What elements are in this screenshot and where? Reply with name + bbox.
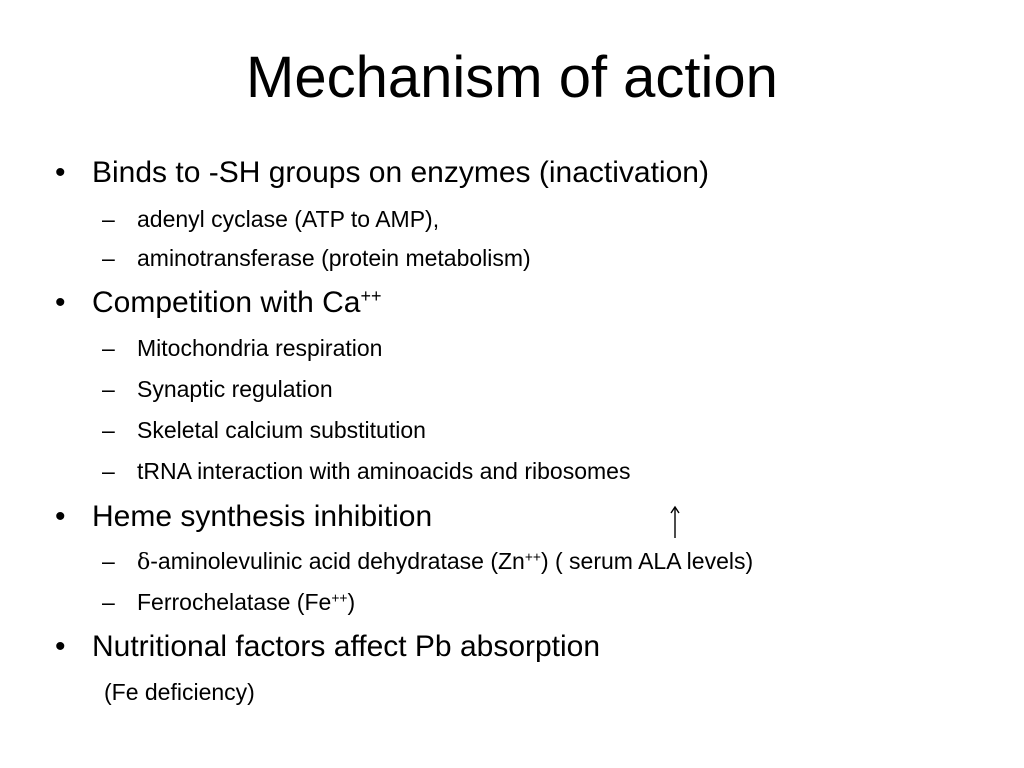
dash-symbol: –	[102, 376, 115, 402]
bullet-text: Heme synthesis inhibition	[92, 500, 433, 533]
bullet-text-wrap	[92, 285, 381, 321]
dash-symbol: –	[102, 548, 115, 574]
sub-bullet-text-tail: ) ( serum ALA levels)	[540, 548, 754, 574]
sub-bullet-text: Mitochondria respiration	[137, 335, 383, 361]
sub-bullet-text: -aminolevulinic acid dehydratase (Zn	[150, 548, 525, 574]
sub-bullet-text: aminotransferase (protein metabolism)	[137, 245, 531, 271]
superscript: ++	[360, 286, 382, 307]
bullet-text: Nutritional factors affect Pb absorption	[92, 630, 601, 663]
sub-bullet-text-wrap	[137, 588, 355, 616]
sub-bullet-text: tRNA interaction with aminoacids and ribosomes	[137, 458, 631, 484]
dash-symbol: –	[102, 206, 115, 232]
sub-bullet-text: Synaptic regulation	[137, 376, 333, 402]
dash-symbol: –	[102, 335, 115, 361]
dash-symbol: –	[102, 417, 115, 443]
bullet-text: Binds to -SH groups on enzymes (inactivation)	[92, 156, 709, 189]
delta-symbol: δ	[137, 550, 151, 575]
bullet-symbol: •	[55, 286, 66, 319]
superscript: ++	[524, 549, 541, 565]
sub-bullet-text: adenyl cyclase (ATP to AMP),	[137, 206, 440, 232]
sub-bullet-text-wrap	[137, 547, 753, 577]
bullet-note: (Fe deficiency)	[104, 679, 255, 705]
sub-bullet-text: Skeletal calcium substitution	[137, 417, 426, 443]
sub-bullet-text-tail: )	[347, 589, 356, 615]
dash-symbol: –	[102, 589, 115, 615]
up-arrow-icon	[668, 505, 682, 539]
bullet-symbol: •	[55, 500, 66, 533]
bullet-text: Competition with Ca	[92, 286, 361, 319]
superscript: ++	[331, 590, 348, 606]
bullet-symbol: •	[55, 630, 66, 663]
sub-bullet-text: Ferrochelatase (Fe	[137, 589, 332, 615]
bullet-symbol: •	[55, 156, 66, 189]
slide-title: Mechanism of action	[246, 45, 778, 110]
dash-symbol: –	[102, 458, 115, 484]
dash-symbol: –	[102, 245, 115, 271]
